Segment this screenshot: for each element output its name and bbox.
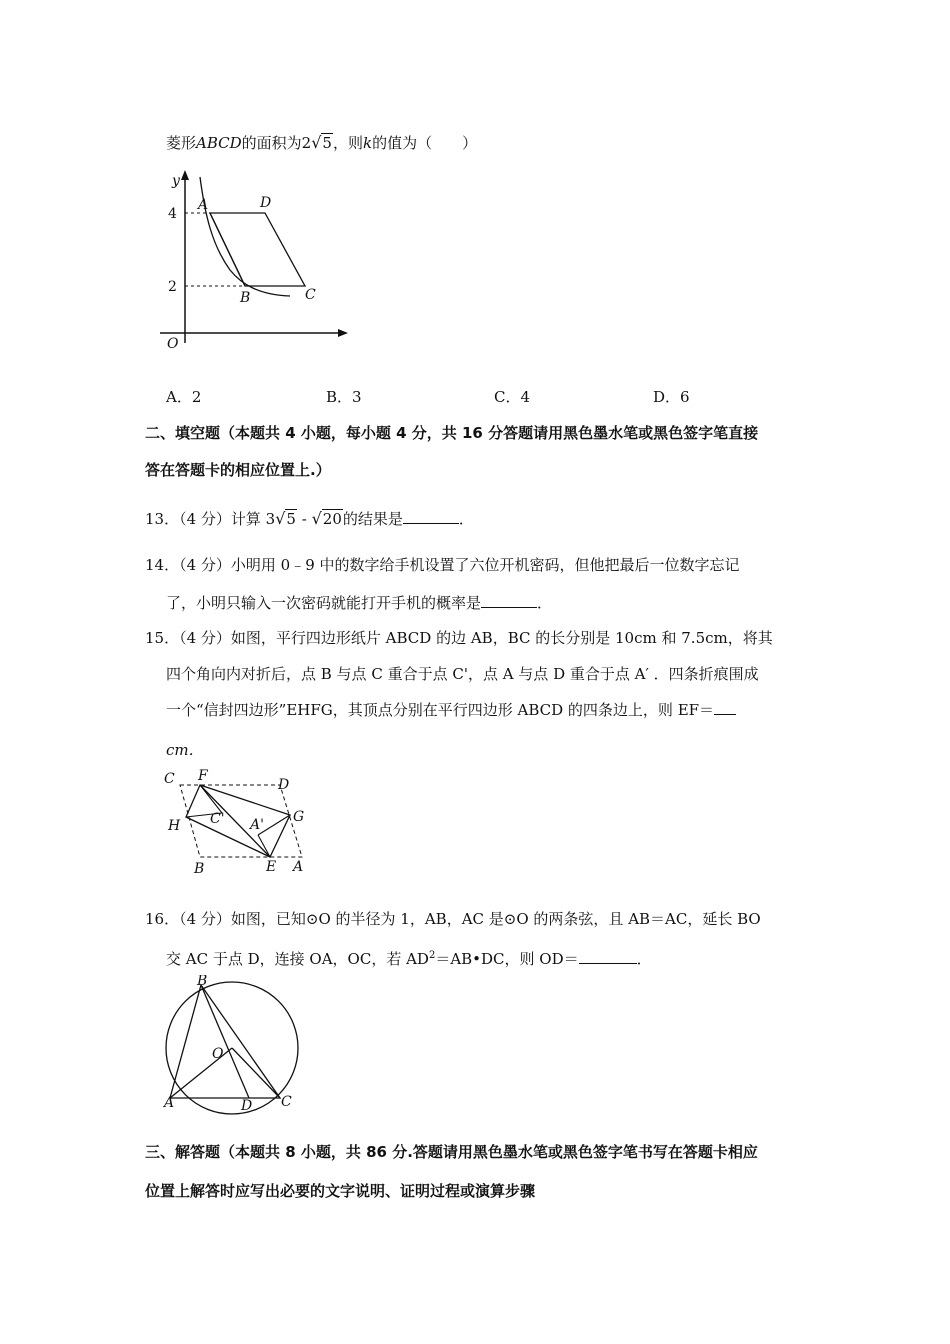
q16-end: ．: [636, 950, 652, 968]
section3-header-line1: 三、解答题（本题共 8 小题，共 86 分.答题请用黑色墨水笔或黑色签字笔书写在答题卡相应: [145, 1143, 758, 1161]
q12-radicand: 5: [322, 134, 332, 152]
q12-sqrt: [311, 133, 333, 153]
q12-coef: 2: [301, 134, 312, 152]
q16-label-o: O: [212, 1046, 224, 1062]
q16-label-d: D: [241, 1098, 253, 1114]
q13-sqrt-1: [275, 509, 297, 529]
q15-label-h: H: [168, 818, 181, 834]
q15-figure: [160, 765, 310, 880]
q13: [145, 509, 474, 529]
q12-text-pre: 菱形: [166, 134, 197, 152]
q16-label-c: C: [281, 1094, 292, 1110]
q12-tick-2: 2: [168, 279, 177, 295]
q12-origin-label: O: [167, 336, 179, 352]
q12-tick-4: 4: [168, 206, 177, 222]
q15-label-g: G: [293, 809, 305, 825]
q14-line1: [145, 555, 740, 575]
section3-header-line2: 位置上解答时应写出必要的文字说明、证明过程或演算步骤: [145, 1182, 536, 1200]
q16-superscript: 2: [428, 950, 436, 961]
q12-shape: ABCD: [196, 134, 242, 152]
q15-line3: [166, 700, 736, 720]
sqrt-icon: √: [275, 509, 286, 528]
q15-label-e: E: [266, 859, 277, 875]
sqrt-icon: √: [311, 509, 322, 528]
q12-point-a: A: [198, 197, 209, 213]
q13-radicand-2: 20: [322, 510, 342, 528]
q13-radicand-1: 5: [286, 510, 296, 528]
q16-label-a: A: [164, 1095, 175, 1111]
q12-option-d: D．6: [653, 388, 690, 406]
section2-header-line2: 答在答题卡的相应位置上.）: [145, 461, 331, 479]
q13-text-post: 的结果是: [342, 510, 403, 528]
q12-point-b: B: [240, 290, 251, 306]
q12-stem: [166, 133, 477, 153]
q15-label-f: F: [198, 768, 208, 784]
q15-label-c: C: [164, 771, 175, 787]
q13-end: ．: [458, 510, 474, 528]
q13-answer-blank[interactable]: [403, 509, 459, 524]
q15-label-a: A: [293, 859, 304, 875]
q15-line2: 四个角向内对折后，点 B 与点 C 重合于点 C'，点 A 与点 D 重合于点 A′ ．四条折痕围成: [166, 665, 759, 683]
q14-answer-blank[interactable]: [481, 593, 537, 608]
q15-text-3: 一个“信封四边形”EHFG，其顶点分别在平行四边形 ABCD 的四条边上，则 EF＝: [166, 701, 715, 719]
q13-text-pre: （4 分）计算 3: [179, 510, 276, 528]
q16-text-2a: 交 AC 于点 D，连接 OA，OC，若 AD: [166, 950, 429, 968]
q16-line1: [145, 909, 761, 929]
sqrt-icon: √: [311, 133, 322, 152]
q13-number: 13．: [145, 510, 180, 528]
q15-label-b: B: [194, 861, 205, 877]
q12-option-a: A．2: [166, 388, 202, 406]
section2-header-line1: 二、填空题（本题共 4 小题，每小题 4 分，共 16 分答题请用黑色墨水笔或黑色签字笔直接: [145, 424, 759, 442]
q12-option-b: B．3: [326, 388, 362, 406]
q13-minus: -: [296, 510, 312, 528]
q16-line2: [166, 946, 652, 969]
q16-figure: [155, 975, 315, 1115]
q15-number: 15．: [145, 629, 180, 647]
q15-text-1: （4 分）如图，平行四边形纸片 ABCD 的边 AB，BC 的长分别是 10cm 和 7.5cm，将其: [179, 629, 773, 647]
q15-answer-blank[interactable]: [714, 700, 736, 715]
q14-number: 14．: [145, 556, 180, 574]
q16-answer-blank[interactable]: [579, 949, 637, 964]
q15-label-c-prime: C': [210, 811, 225, 827]
q12-option-c: C．4: [494, 388, 531, 406]
q15-line1: [145, 628, 773, 648]
q16-number: 16．: [145, 910, 180, 928]
q12-var-k: k: [362, 134, 373, 152]
q12-point-d: D: [260, 195, 272, 211]
q12-point-c: C: [305, 287, 316, 303]
q16-text-2b: ＝AB•DC，则 OD＝: [435, 950, 579, 968]
q14-end: ．: [537, 594, 553, 612]
q15-label-d: D: [278, 777, 290, 793]
q16-label-b: B: [197, 975, 208, 989]
q14-text-1: （4 分）小明用 0﹣9 中的数字给手机设置了六位开机密码，但他把最后一位数字忘记: [179, 556, 740, 574]
q16-text-1: （4 分）如图，已知⊙O 的半径为 1，AB，AC 是⊙O 的两条弦，且 AB＝AC，延长 BO: [179, 910, 761, 928]
q12-text-mid: 的面积为: [241, 134, 302, 152]
q15-line4: cm．: [166, 741, 204, 759]
q14-text-2: 了，小明只输入一次密码就能打开手机的概率是: [166, 594, 482, 612]
q13-sqrt-2: [312, 509, 343, 529]
q15-label-a-prime: A': [250, 817, 264, 833]
q12-text-post: 的值为（ ）: [372, 134, 478, 152]
q12-graph: [150, 165, 360, 355]
q14-line2: [166, 593, 552, 613]
q12-text-mid2: ，则: [332, 134, 363, 152]
q12-axis-y-label: y: [172, 173, 180, 189]
